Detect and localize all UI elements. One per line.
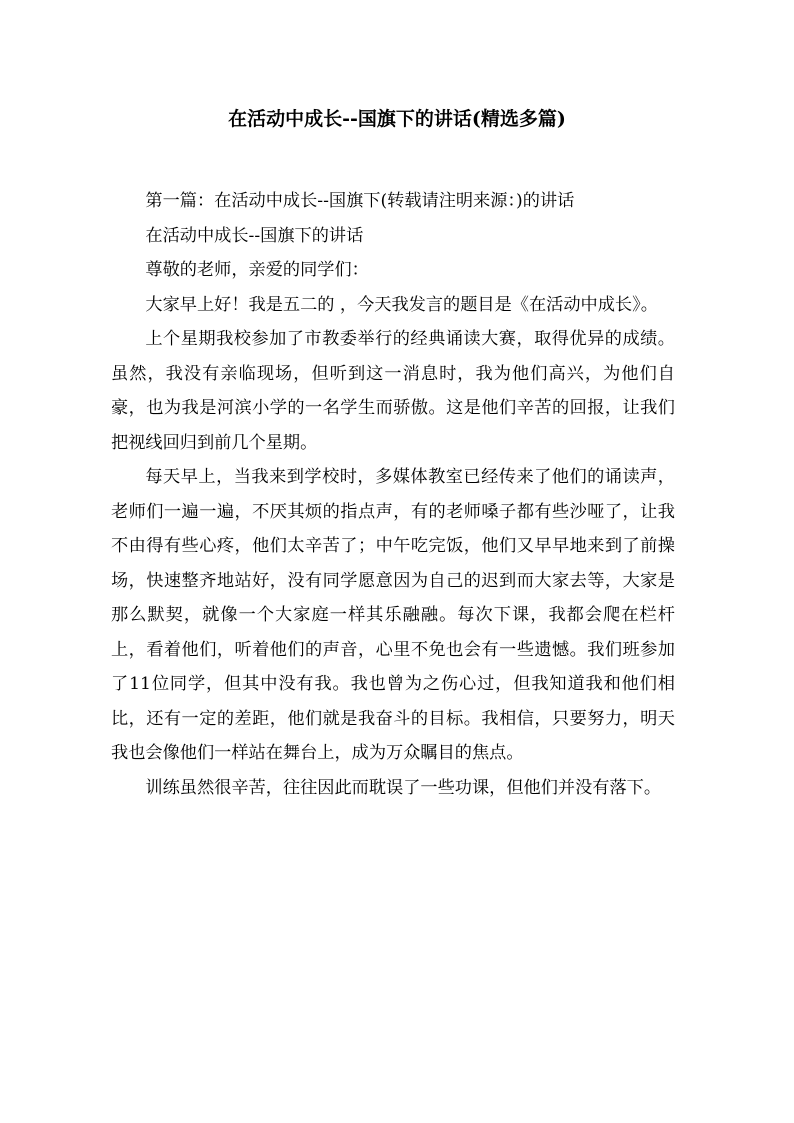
document-title: 在活动中成长--国旗下的讲话(精选多篇) <box>228 108 566 130</box>
document-body <box>111 184 675 805</box>
paragraph-6: 每天早上，当我来到学校时，多媒体教室已经传来了他们的诵读声，老师们一遍一遍，不厌其烦的指点声，有的老师嗓子都有些沙哑了，让我不由得有些心疼，他们太辛苦了；中午吃完饭，他们又早早地来到了前操场，快速整齐地站好，没有同学愿意因为自己的迟到而大家去等，大家是那么默契，就像一个大家庭一样其乐融融。每次下课，我都会爬在栏杆上，看着他们，听着他们的声音，心里不免也会有一些遗憾。我们班参加了11位同学，但其中没有我。我也曾为之伤心过，但我知道我和他们相比，还有一定的差距，他们就是我奋斗的目标。我相信，只要努力，明天我也会像他们一样站在舞台上，成为万众瞩目的焦点。 <box>111 467 675 763</box>
paragraph-3: 尊敬的老师，亲爱的同学们： <box>145 260 369 280</box>
paragraph-1: 第一篇：在活动中成长--国旗下(转载请注明来源：)的讲话 <box>145 191 575 211</box>
paragraph-4: 大家早上好！我是五二的 ，今天我发言的题目是《在活动中成长》。 <box>145 294 658 315</box>
paragraph-2: 在活动中成长--国旗下的讲话 <box>145 225 364 246</box>
paragraph-5: 上个星期我校参加了市教委举行的经典诵读大赛，取得优异的成绩。虽然，我没有亲临现场，但听到这一消息时，我为他们高兴，为他们自豪，也为我是河滨小学的一名学生而骄傲。这是他们辛苦的回报，让我们把视线回归到前几个星期。 <box>111 329 675 453</box>
paragraph-7: 训练虽然很辛苦，往往因此而耽误了一些功课，但他们并没有落下。 <box>145 777 662 798</box>
